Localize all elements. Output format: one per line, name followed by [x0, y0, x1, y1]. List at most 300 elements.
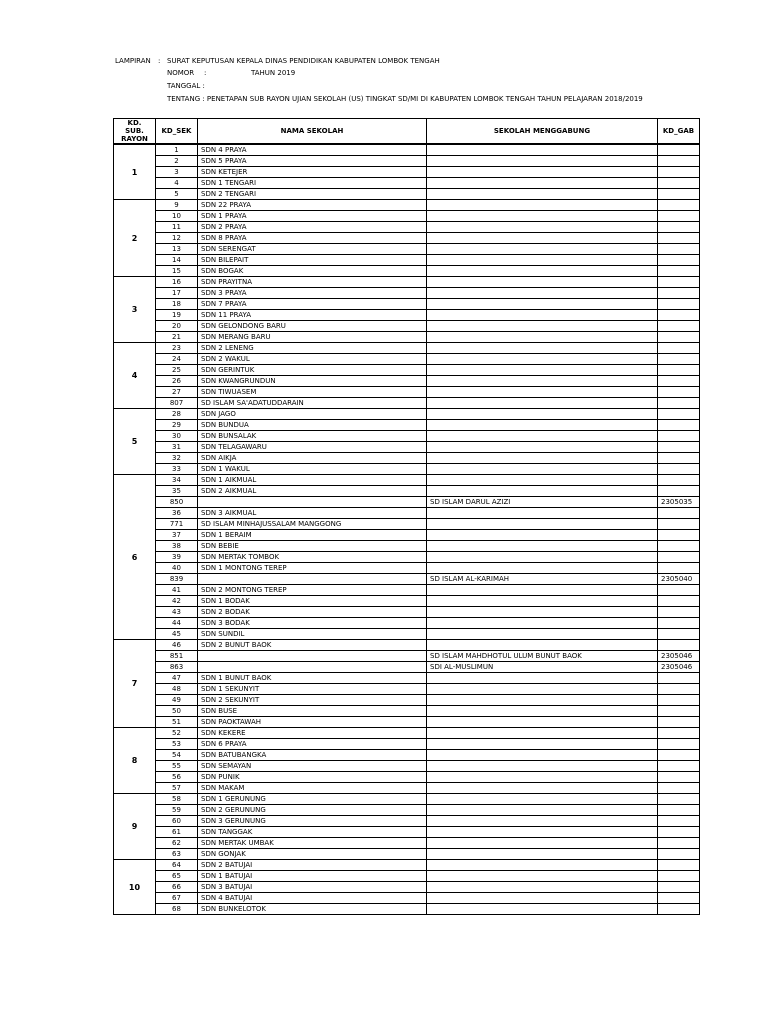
table-row	[114, 222, 700, 233]
nama-sekolah-cell: SDN KETEJER	[198, 167, 427, 178]
kd-sek-cell: 27	[156, 387, 198, 398]
sekolah-menggabung-cell	[427, 849, 658, 860]
kd-gab-cell	[658, 607, 700, 618]
nama-sekolah-cell: SDN JAGO	[198, 409, 427, 420]
kd-sek-cell: 53	[156, 739, 198, 750]
sekolah-menggabung-cell	[427, 420, 658, 431]
kd-gab-cell	[658, 310, 700, 321]
sekolah-menggabung-cell	[427, 343, 658, 354]
sekolah-menggabung-cell	[427, 673, 658, 684]
nama-sekolah-cell: SDN 3 PRAYA	[198, 288, 427, 299]
kd-gab-cell	[658, 222, 700, 233]
sekolah-menggabung-cell	[427, 310, 658, 321]
kd-gab-cell	[658, 453, 700, 464]
sekolah-menggabung-cell	[427, 728, 658, 739]
nama-sekolah-cell: SDN 2 BUNUT BAOK	[198, 640, 427, 651]
sekolah-menggabung-cell	[427, 904, 658, 915]
kd-gab-cell	[658, 332, 700, 343]
kd-gab-cell	[658, 398, 700, 409]
sekolah-menggabung-cell	[427, 508, 658, 519]
lampiran-value: SURAT KEPUTUSAN KEPALA DINAS PENDIDIKAN KABUPATEN LOMBOK TENGAH	[167, 57, 440, 65]
lampiran-label: LAMPIRAN	[115, 57, 151, 65]
table-row	[114, 244, 700, 255]
table-row	[114, 904, 700, 915]
kd-gab-cell	[658, 750, 700, 761]
nama-sekolah-cell: SDN 11 PRAYA	[198, 310, 427, 321]
sekolah-menggabung-cell	[427, 266, 658, 277]
table-row	[114, 750, 700, 761]
lampiran-sep: :	[158, 57, 161, 65]
table-row	[114, 772, 700, 783]
sekolah-menggabung-cell	[427, 354, 658, 365]
kd-sek-cell: 61	[156, 827, 198, 838]
sekolah-menggabung-cell	[427, 541, 658, 552]
kd-gab-cell	[658, 464, 700, 475]
sekolah-menggabung-cell	[427, 409, 658, 420]
table-row	[114, 420, 700, 431]
col-header-kd-sek: KD_SEK	[156, 119, 198, 145]
kd-gab-cell	[658, 365, 700, 376]
nama-sekolah-cell: SDN 4 BATUJAI	[198, 893, 427, 904]
kd-sek-cell: 807	[156, 398, 198, 409]
tanggal-label: TANGGAL :	[167, 82, 205, 90]
nama-sekolah-cell: SDN 2 SEKUNYIT	[198, 695, 427, 706]
kd-gab-cell	[658, 343, 700, 354]
table-row	[114, 728, 700, 739]
table-row	[114, 783, 700, 794]
table-row	[114, 442, 700, 453]
sekolah-menggabung-cell	[427, 398, 658, 409]
table-row	[114, 453, 700, 464]
sekolah-menggabung-cell	[427, 387, 658, 398]
kd-gab-cell	[658, 211, 700, 222]
kd-sek-cell: 14	[156, 255, 198, 266]
nama-sekolah-cell: SDN 3 BATUJAI	[198, 882, 427, 893]
kd-gab-cell	[658, 827, 700, 838]
sekolah-menggabung-cell: SD ISLAM DARUL AZIZI	[427, 497, 658, 508]
kd-sek-cell: 42	[156, 596, 198, 607]
kd-sek-cell: 18	[156, 299, 198, 310]
kd-sek-cell: 40	[156, 563, 198, 574]
kd-sek-cell: 32	[156, 453, 198, 464]
kd-gab-cell	[658, 530, 700, 541]
sekolah-menggabung-cell	[427, 486, 658, 497]
kd-sek-cell: 60	[156, 816, 198, 827]
table-row	[114, 893, 700, 904]
kd-gab-cell	[658, 695, 700, 706]
table-row	[114, 695, 700, 706]
nama-sekolah-cell: SDN TANGGAK	[198, 827, 427, 838]
sekolah-menggabung-cell	[427, 695, 658, 706]
kd-gab-cell	[658, 728, 700, 739]
sekolah-menggabung-cell	[427, 277, 658, 288]
table-row	[114, 684, 700, 695]
table-row	[114, 530, 700, 541]
nama-sekolah-cell: SDN 2 BODAK	[198, 607, 427, 618]
table-row	[114, 508, 700, 519]
kd-sek-cell: 52	[156, 728, 198, 739]
sekolah-menggabung-cell	[427, 519, 658, 530]
nama-sekolah-cell: SDN 2 GERUNUNG	[198, 805, 427, 816]
table-row	[114, 343, 700, 354]
nama-sekolah-cell: SDN MERTAK TOMBOK	[198, 552, 427, 563]
kd-gab-cell	[658, 486, 700, 497]
sekolah-menggabung-cell	[427, 706, 658, 717]
nama-sekolah-cell: SDN BATUBANGKA	[198, 750, 427, 761]
kd-gab-cell	[658, 442, 700, 453]
kd-gab-cell	[658, 783, 700, 794]
kd-sek-cell: 58	[156, 794, 198, 805]
nama-sekolah-cell: SDN 8 PRAYA	[198, 233, 427, 244]
kd-gab-cell	[658, 684, 700, 695]
kd-sek-cell: 45	[156, 629, 198, 640]
kd-gab-cell	[658, 882, 700, 893]
nama-sekolah-cell: SDN 1 AIKMUAL	[198, 475, 427, 486]
table-row	[114, 838, 700, 849]
kd-gab-cell	[658, 849, 700, 860]
nama-sekolah-cell: SDN 1 SEKUNYIT	[198, 684, 427, 695]
table-row	[114, 640, 700, 651]
table-row	[114, 486, 700, 497]
sekolah-menggabung-cell	[427, 552, 658, 563]
table-row	[114, 497, 700, 508]
kd-sek-cell: 21	[156, 332, 198, 343]
kd-gab-cell	[658, 761, 700, 772]
sekolah-menggabung-cell	[427, 585, 658, 596]
nama-sekolah-cell: SDN GONJAK	[198, 849, 427, 860]
kd-gab-cell	[658, 805, 700, 816]
kd-sek-cell: 37	[156, 530, 198, 541]
table-row	[114, 310, 700, 321]
kd-sek-cell: 38	[156, 541, 198, 552]
sekolah-menggabung-cell	[427, 893, 658, 904]
nama-sekolah-cell: SDN MERTAK UMBAK	[198, 838, 427, 849]
sekolah-menggabung-cell: SDI AL-MUSLIMUN	[427, 662, 658, 673]
sekolah-menggabung-cell	[427, 805, 658, 816]
table-row	[114, 816, 700, 827]
table-row	[114, 288, 700, 299]
table-body	[114, 144, 700, 915]
nama-sekolah-cell	[198, 662, 427, 673]
nama-sekolah-cell: SDN 1 BERAIM	[198, 530, 427, 541]
kd-sek-cell: 9	[156, 200, 198, 211]
kd-sek-cell: 59	[156, 805, 198, 816]
nama-sekolah-cell: SDN 2 WAKUL	[198, 354, 427, 365]
nama-sekolah-cell: SDN 5 PRAYA	[198, 156, 427, 167]
table-row	[114, 618, 700, 629]
kd-sek-cell: 62	[156, 838, 198, 849]
col-header-rayon: KD. SUB. RAYON	[114, 119, 156, 145]
nama-sekolah-cell: SDN KEKERE	[198, 728, 427, 739]
table-row	[114, 739, 700, 750]
kd-gab-cell	[658, 156, 700, 167]
table-row	[114, 607, 700, 618]
kd-gab-cell	[658, 629, 700, 640]
sekolah-menggabung-cell	[427, 464, 658, 475]
kd-sek-cell: 50	[156, 706, 198, 717]
kd-sek-cell: 47	[156, 673, 198, 684]
kd-gab-cell	[658, 772, 700, 783]
sekolah-menggabung-cell	[427, 871, 658, 882]
nama-sekolah-cell: SDN 1 WAKUL	[198, 464, 427, 475]
col-header-sekolah-menggabung: SEKOLAH MENGGABUNG	[427, 119, 658, 145]
sekolah-menggabung-cell	[427, 629, 658, 640]
header-tanggal	[115, 82, 205, 97]
kd-sek-cell: 4	[156, 178, 198, 189]
table-row	[114, 387, 700, 398]
kd-gab-cell	[658, 563, 700, 574]
nama-sekolah-cell: SDN 1 TENGARI	[198, 178, 427, 189]
table-row	[114, 761, 700, 772]
table-row	[114, 354, 700, 365]
table-row	[114, 673, 700, 684]
table-row	[114, 321, 700, 332]
sekolah-menggabung-cell	[427, 189, 658, 200]
kd-sek-cell: 20	[156, 321, 198, 332]
kd-sek-cell: 29	[156, 420, 198, 431]
nomor-value: TAHUN 2019	[251, 69, 296, 77]
kd-sek-cell: 1	[156, 144, 198, 156]
kd-sek-cell: 23	[156, 343, 198, 354]
kd-gab-cell	[658, 266, 700, 277]
table-row	[114, 409, 700, 420]
kd-sek-cell: 64	[156, 860, 198, 871]
table-row	[114, 376, 700, 387]
kd-sek-cell: 11	[156, 222, 198, 233]
kd-sek-cell: 3	[156, 167, 198, 178]
nama-sekolah-cell: SDN 2 PRAYA	[198, 222, 427, 233]
nama-sekolah-cell	[198, 651, 427, 662]
kd-sek-cell: 51	[156, 717, 198, 728]
table-row	[114, 178, 700, 189]
kd-sek-cell: 48	[156, 684, 198, 695]
kd-sek-cell: 63	[156, 849, 198, 860]
table-row	[114, 629, 700, 640]
kd-sek-cell: 839	[156, 574, 198, 585]
table-row	[114, 596, 700, 607]
sekolah-menggabung-cell	[427, 640, 658, 651]
kd-sek-cell: 28	[156, 409, 198, 420]
kd-sek-cell: 56	[156, 772, 198, 783]
kd-sek-cell: 35	[156, 486, 198, 497]
kd-sek-cell: 43	[156, 607, 198, 618]
nama-sekolah-cell: SDN GERINTUK	[198, 365, 427, 376]
sekolah-menggabung-cell	[427, 794, 658, 805]
nama-sekolah-cell: SDN 1 BODAK	[198, 596, 427, 607]
kd-gab-cell: 2305035	[658, 497, 700, 508]
kd-sek-cell: 10	[156, 211, 198, 222]
kd-sek-cell: 41	[156, 585, 198, 596]
table-row	[114, 211, 700, 222]
kd-sek-cell: 30	[156, 431, 198, 442]
table-row	[114, 431, 700, 442]
kd-gab-cell	[658, 519, 700, 530]
nama-sekolah-cell: SDN PAOKTAWAH	[198, 717, 427, 728]
col-header-kd-gab: KD_GAB	[658, 119, 700, 145]
rayon-cell: 10	[114, 860, 156, 915]
kd-gab-cell	[658, 717, 700, 728]
kd-sek-cell: 19	[156, 310, 198, 321]
nama-sekolah-cell: SDN BUNSALAK	[198, 431, 427, 442]
table-row	[114, 849, 700, 860]
nama-sekolah-cell: SDN BUSE	[198, 706, 427, 717]
kd-gab-cell	[658, 871, 700, 882]
kd-sek-cell: 13	[156, 244, 198, 255]
table-row	[114, 827, 700, 838]
nama-sekolah-cell: SD ISLAM SA'ADATUDDARAIN	[198, 398, 427, 409]
table-row	[114, 860, 700, 871]
table-row	[114, 541, 700, 552]
kd-gab-cell	[658, 376, 700, 387]
sekolah-menggabung-cell	[427, 816, 658, 827]
sekolah-menggabung-cell	[427, 761, 658, 772]
nama-sekolah-cell: SDN 1 PRAYA	[198, 211, 427, 222]
table-row	[114, 144, 700, 156]
nama-sekolah-cell: SDN 3 AIKMUAL	[198, 508, 427, 519]
kd-gab-cell	[658, 244, 700, 255]
nama-sekolah-cell: SDN 2 LENENG	[198, 343, 427, 354]
table-row	[114, 552, 700, 563]
sekolah-menggabung-cell: SD ISLAM MAHDHOTUL ULUM BUNUT BAOK	[427, 651, 658, 662]
rayon-cell: 2	[114, 200, 156, 277]
sekolah-menggabung-cell	[427, 618, 658, 629]
nama-sekolah-cell: SDN MAKAM	[198, 783, 427, 794]
rayon-cell: 5	[114, 409, 156, 475]
sekolah-menggabung-cell	[427, 244, 658, 255]
sekolah-menggabung-cell	[427, 772, 658, 783]
table-row	[114, 651, 700, 662]
kd-gab-cell	[658, 321, 700, 332]
sekolah-menggabung-cell	[427, 178, 658, 189]
table-row	[114, 563, 700, 574]
rayon-cell: 6	[114, 475, 156, 640]
nama-sekolah-cell: SD ISLAM MINHAJUSSALAM MANGGONG	[198, 519, 427, 530]
sekolah-menggabung-cell	[427, 860, 658, 871]
kd-gab-cell: 2305046	[658, 662, 700, 673]
rayon-cell: 4	[114, 343, 156, 409]
nama-sekolah-cell: SDN 1 BATUJAI	[198, 871, 427, 882]
kd-gab-cell	[658, 816, 700, 827]
sekolah-menggabung-cell	[427, 783, 658, 794]
sekolah-menggabung-cell	[427, 376, 658, 387]
kd-sek-cell: 67	[156, 893, 198, 904]
sekolah-menggabung-cell	[427, 596, 658, 607]
nama-sekolah-cell: SDN BEBIE	[198, 541, 427, 552]
nama-sekolah-cell: SDN SEMAYAN	[198, 761, 427, 772]
sub-rayon-table	[113, 118, 700, 915]
kd-gab-cell	[658, 409, 700, 420]
nama-sekolah-cell: SDN GELONDONG BARU	[198, 321, 427, 332]
table-row	[114, 200, 700, 211]
table-row	[114, 156, 700, 167]
nomor-sep: :	[204, 69, 207, 77]
sekolah-menggabung-cell	[427, 200, 658, 211]
sekolah-menggabung-cell	[427, 750, 658, 761]
table-row	[114, 299, 700, 310]
col-header-nama-sekolah: NAMA SEKOLAH	[198, 119, 427, 145]
table-row	[114, 167, 700, 178]
nama-sekolah-cell: SDN 2 MONTONG TEREP	[198, 585, 427, 596]
kd-sek-cell: 36	[156, 508, 198, 519]
kd-gab-cell	[658, 706, 700, 717]
rayon-cell: 1	[114, 144, 156, 200]
kd-sek-cell: 850	[156, 497, 198, 508]
kd-sek-cell: 31	[156, 442, 198, 453]
nama-sekolah-cell: SDN PRAYITNA	[198, 277, 427, 288]
nama-sekolah-cell: SDN 3 BODAK	[198, 618, 427, 629]
kd-sek-cell: 17	[156, 288, 198, 299]
kd-sek-cell: 39	[156, 552, 198, 563]
header-tentang	[115, 95, 643, 110]
kd-sek-cell: 57	[156, 783, 198, 794]
kd-sek-cell: 54	[156, 750, 198, 761]
sekolah-menggabung-cell	[427, 167, 658, 178]
kd-gab-cell	[658, 739, 700, 750]
kd-gab-cell	[658, 200, 700, 211]
sekolah-menggabung-cell	[427, 288, 658, 299]
nama-sekolah-cell: SDN BUNDUA	[198, 420, 427, 431]
nama-sekolah-cell: SDN 4 PRAYA	[198, 144, 427, 156]
kd-gab-cell	[658, 552, 700, 563]
table-row	[114, 398, 700, 409]
sekolah-menggabung-cell	[427, 739, 658, 750]
kd-gab-cell	[658, 233, 700, 244]
sekolah-menggabung-cell	[427, 321, 658, 332]
nama-sekolah-cell: SDN 1 MONTONG TEREP	[198, 563, 427, 574]
rayon-cell: 7	[114, 640, 156, 728]
nama-sekolah-cell: SDN SERENGAT	[198, 244, 427, 255]
kd-gab-cell	[658, 673, 700, 684]
kd-sek-cell: 68	[156, 904, 198, 915]
kd-sek-cell: 26	[156, 376, 198, 387]
table-row	[114, 794, 700, 805]
kd-gab-cell	[658, 585, 700, 596]
nama-sekolah-cell: SDN BILEPAIT	[198, 255, 427, 266]
table-row	[114, 706, 700, 717]
table-row	[114, 871, 700, 882]
kd-gab-cell	[658, 541, 700, 552]
sekolah-menggabung-cell	[427, 475, 658, 486]
kd-sek-cell: 46	[156, 640, 198, 651]
nama-sekolah-cell: SDN TELAGAWARU	[198, 442, 427, 453]
nama-sekolah-cell: SDN 1 GERUNUNG	[198, 794, 427, 805]
kd-sek-cell: 5	[156, 189, 198, 200]
kd-gab-cell	[658, 640, 700, 651]
sekolah-menggabung-cell	[427, 607, 658, 618]
nama-sekolah-cell: SDN 7 PRAYA	[198, 299, 427, 310]
table-row	[114, 365, 700, 376]
nama-sekolah-cell: SDN BUNKELOTOK	[198, 904, 427, 915]
kd-gab-cell	[658, 144, 700, 156]
sekolah-menggabung-cell	[427, 332, 658, 343]
sekolah-menggabung-cell	[427, 144, 658, 156]
kd-sek-cell: 16	[156, 277, 198, 288]
sekolah-menggabung-cell	[427, 211, 658, 222]
table-header-row	[114, 119, 700, 145]
sekolah-menggabung-cell	[427, 442, 658, 453]
sekolah-menggabung-cell	[427, 838, 658, 849]
table-row	[114, 585, 700, 596]
sekolah-menggabung-cell	[427, 431, 658, 442]
kd-gab-cell	[658, 167, 700, 178]
kd-sek-cell: 34	[156, 475, 198, 486]
kd-gab-cell	[658, 618, 700, 629]
tentang-text: TENTANG : PENETAPAN SUB RAYON UJIAN SEKOLAH (US) TINGKAT SD/MI DI KABUPATEN LOMBOK TENGAH TAHUN PELAJARAN 2018/2019	[167, 95, 643, 103]
sekolah-menggabung-cell	[427, 563, 658, 574]
kd-gab-cell	[658, 860, 700, 871]
nama-sekolah-cell: SDN MERANG BARU	[198, 332, 427, 343]
kd-gab-cell	[658, 596, 700, 607]
